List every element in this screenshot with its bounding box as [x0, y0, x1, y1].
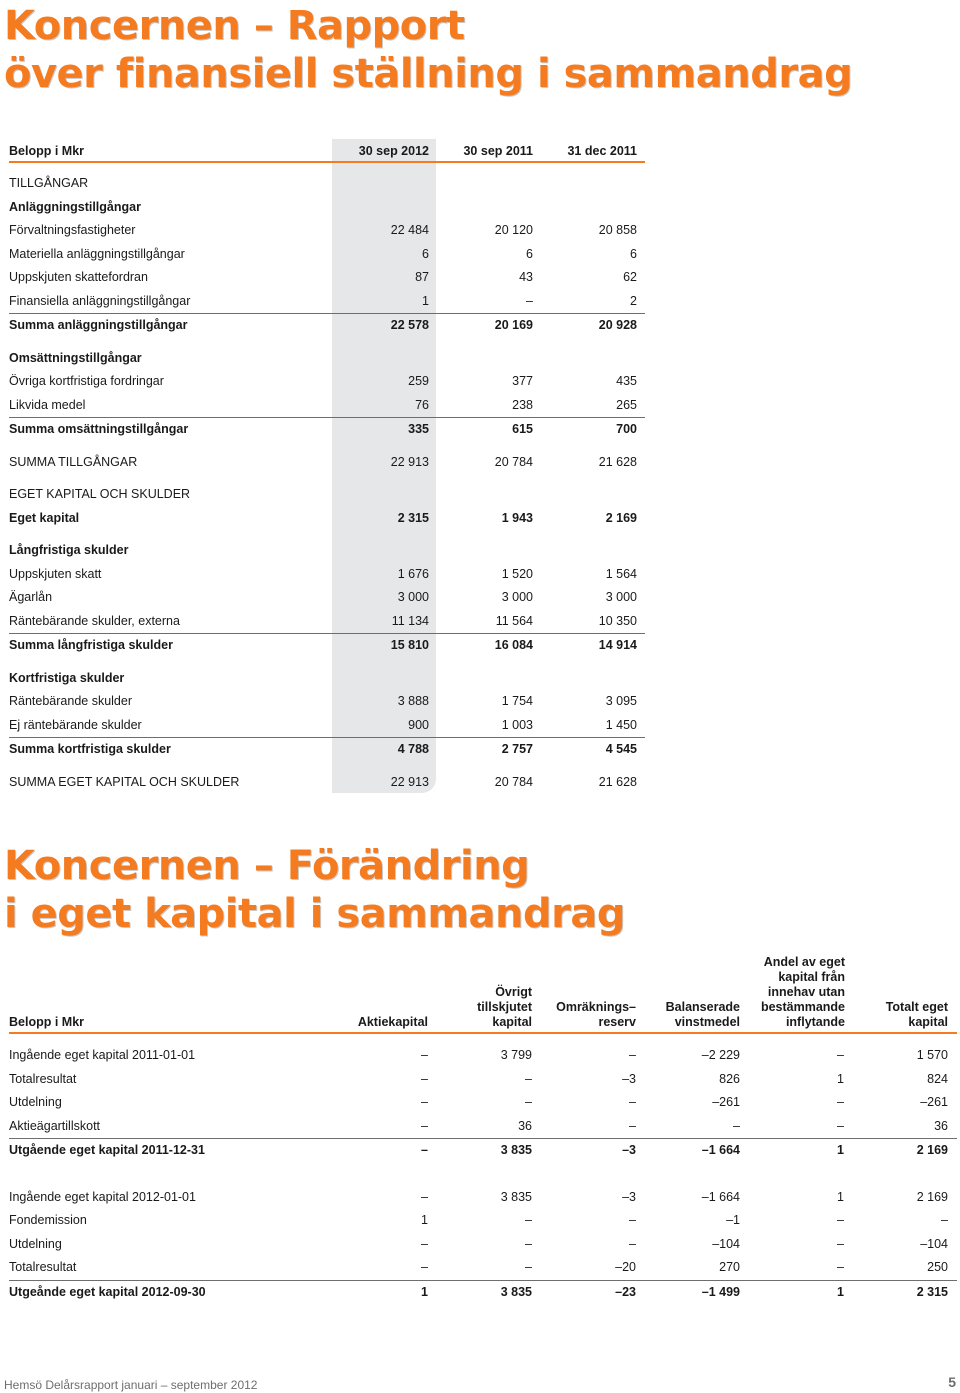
row-label: Finansiella anläggningstillgångar — [9, 293, 191, 308]
cell-value: – — [525, 1213, 532, 1227]
cell-value: –104 — [920, 1236, 948, 1251]
table-row — [9, 1044, 957, 1068]
cell-value: 1 — [837, 1143, 844, 1157]
cell-value: – — [421, 1118, 428, 1133]
cell-value: – — [421, 1095, 428, 1109]
cell-value: 14 914 — [598, 638, 637, 652]
cell-value: –2 229 — [701, 1048, 740, 1062]
cell-value: –1 — [726, 1213, 740, 1227]
table-row — [9, 563, 645, 587]
cell-value: –23 — [615, 1284, 636, 1299]
cell-value: – — [629, 1118, 636, 1133]
cell-value: – — [837, 1048, 844, 1062]
page-number: 5 — [948, 1374, 956, 1390]
cell-value: 21 628 — [598, 454, 637, 469]
cell-value: – — [421, 1189, 428, 1204]
table-row — [9, 394, 645, 419]
table-row — [9, 586, 645, 610]
cell-value: 36 — [518, 1118, 532, 1133]
cell-value: 250 — [927, 1260, 948, 1274]
balance-sheet-title-line1: Koncernen – Rapport — [4, 3, 465, 49]
cell-value: 3 799 — [500, 1048, 532, 1062]
table-header — [9, 955, 957, 1034]
cell-value: 1 — [421, 1284, 428, 1299]
row-label: Summa anläggningstillgångar — [9, 318, 188, 332]
balance-sheet-table — [9, 139, 645, 794]
row-label: Omsättningstillgångar — [9, 350, 142, 365]
table-row — [9, 196, 645, 220]
cell-value: – — [525, 1260, 532, 1274]
cell-value: 3 000 — [397, 590, 429, 604]
cell-value: –3 — [622, 1071, 636, 1086]
cell-value: –1 664 — [701, 1189, 740, 1204]
cell-value: 259 — [408, 374, 429, 388]
row-label: Ingående eget kapital 2012-01-01 — [9, 1189, 196, 1204]
cell-value: – — [421, 1143, 428, 1157]
cell-value: –1 499 — [701, 1284, 740, 1299]
row-label: Räntebärande skulder — [9, 694, 132, 708]
cell-value: 3 835 — [500, 1284, 532, 1299]
cell-value: – — [837, 1118, 844, 1133]
header-label: Belopp i Mkr — [9, 144, 85, 158]
cell-value: 76 — [415, 397, 429, 412]
cell-value: – — [525, 1236, 532, 1251]
cell-value: – — [837, 1213, 844, 1227]
cell-value: –1 664 — [701, 1143, 740, 1157]
cell-value: 6 — [422, 246, 429, 261]
table-row — [9, 418, 645, 442]
cell-value: 3 000 — [501, 590, 533, 604]
table-row — [9, 1068, 957, 1092]
cell-value: 2 169 — [916, 1189, 948, 1204]
row-label: Uppskjuten skatt — [9, 566, 102, 581]
cell-value: 4 545 — [605, 742, 637, 756]
cell-value: – — [941, 1213, 948, 1227]
cell-value: 15 810 — [390, 638, 429, 652]
cell-value: 1 570 — [916, 1048, 948, 1062]
cell-value: 22 578 — [390, 318, 429, 332]
row-label: Materiella anläggningstillgångar — [9, 246, 185, 261]
cell-value: –20 — [615, 1260, 636, 1274]
cell-value: 3 835 — [500, 1189, 532, 1204]
cell-value: 1 003 — [501, 717, 533, 732]
row-label: Övriga kortfristiga fordringar — [9, 374, 164, 388]
table-row — [9, 314, 645, 338]
table-row — [9, 738, 645, 762]
cell-value: 87 — [415, 270, 429, 284]
cell-value: – — [421, 1260, 428, 1274]
table-row — [9, 1115, 957, 1140]
cell-value: – — [421, 1048, 428, 1062]
row-label: SUMMA TILLGÅNGAR — [9, 454, 138, 469]
cell-value: 1 — [837, 1189, 844, 1204]
row-label: Eget kapital — [9, 510, 80, 525]
cell-value: 3 095 — [605, 694, 637, 708]
row-label: Utdelning — [9, 1236, 62, 1251]
cell-value: 1 450 — [605, 717, 637, 732]
cell-value: 1 564 — [605, 566, 637, 581]
cell-value: – — [837, 1236, 844, 1251]
table-body — [9, 172, 645, 794]
row-label: Kortfristiga skulder — [9, 670, 125, 685]
table-row — [9, 667, 645, 691]
cell-value: 270 — [719, 1260, 740, 1274]
cell-value: 11 564 — [495, 613, 533, 628]
cell-value: 238 — [512, 397, 533, 412]
equity-table — [9, 955, 957, 1304]
header-col: Övrigt tillskjutet kapital — [477, 985, 532, 1029]
cell-value: – — [421, 1236, 428, 1251]
table-row — [9, 483, 645, 507]
header-col: 30 sep 2011 — [463, 144, 533, 158]
cell-value: –261 — [920, 1095, 948, 1109]
row-label: Uppskjuten skattefordran — [9, 270, 148, 284]
header-col: Totalt eget kapital — [885, 1000, 948, 1029]
cell-value: 2 315 — [397, 510, 429, 525]
cell-value: –104 — [712, 1236, 740, 1251]
table-header — [9, 139, 645, 163]
cell-value: 377 — [512, 374, 533, 388]
table-row — [9, 1139, 957, 1163]
cell-value: 2 169 — [605, 510, 637, 525]
cell-value: 2 169 — [916, 1143, 948, 1157]
cell-value: 21 628 — [598, 774, 637, 789]
cell-value: 1 — [421, 1213, 428, 1227]
row-label: Fondemission — [9, 1213, 87, 1227]
cell-value: 1 520 — [501, 566, 533, 581]
cell-value: 36 — [934, 1118, 948, 1133]
table-row — [9, 347, 645, 371]
row-label: SUMMA EGET KAPITAL OCH SKULDER — [9, 774, 240, 789]
cell-value: 10 350 — [598, 613, 637, 628]
cell-value: 43 — [519, 270, 533, 284]
row-label: Ingående eget kapital 2011-01-01 — [9, 1048, 196, 1062]
cell-value: –3 — [622, 1189, 636, 1204]
cell-value: – — [837, 1260, 844, 1274]
cell-value: 16 084 — [494, 638, 533, 652]
row-label: Summa kortfristiga skulder — [9, 742, 171, 756]
cell-value: 1 — [422, 293, 429, 308]
cell-value: 824 — [927, 1071, 948, 1086]
row-label: Totalresultat — [9, 1071, 77, 1086]
cell-value: 62 — [623, 270, 637, 284]
cell-value: 20 784 — [494, 774, 533, 789]
equity-title-line2: i eget kapital i sammandrag — [4, 891, 626, 937]
cell-value: 1 — [837, 1284, 844, 1299]
cell-value: 1 — [837, 1071, 844, 1086]
table-row — [9, 1233, 957, 1257]
table-row — [9, 1256, 957, 1281]
cell-value: – — [629, 1213, 636, 1227]
cell-value: 22 913 — [390, 774, 429, 789]
cell-value: – — [525, 1071, 532, 1086]
cell-value: 265 — [616, 397, 637, 412]
cell-value: – — [525, 1095, 532, 1109]
row-label: Utgeånde eget kapital 2012-09-30 — [9, 1284, 206, 1299]
cell-value: –261 — [712, 1095, 740, 1109]
cell-value: 20 928 — [598, 318, 637, 332]
header-label: Belopp i Mkr — [9, 1015, 85, 1029]
table-row — [9, 690, 645, 714]
footer-text: Hemsö Delårsrapport januari – september 2012 — [4, 1378, 258, 1392]
cell-value: – — [733, 1118, 740, 1133]
cell-value: 2 — [630, 293, 637, 308]
row-label: Förvaltningsfastigheter — [9, 223, 136, 237]
equity-title-line1: Koncernen – Förändring — [4, 843, 530, 889]
row-label: Ej räntebärande skulder — [9, 717, 142, 732]
cell-value: 1 676 — [397, 566, 429, 581]
header-col: Omräknings– reserv — [556, 1000, 636, 1029]
row-label: Utgående eget kapital 2011-12-31 — [9, 1143, 205, 1157]
cell-value: 22 913 — [390, 454, 429, 469]
table-row — [9, 507, 645, 531]
table-row — [9, 1209, 957, 1233]
row-label: Aktieägartillskott — [9, 1118, 101, 1133]
row-label: Anläggningstillgångar — [9, 199, 141, 214]
header-col: Balanserade vinstmedel — [665, 1000, 740, 1029]
cell-value: 1 754 — [501, 694, 533, 708]
cell-value: – — [629, 1095, 636, 1109]
cell-value: 20 120 — [494, 223, 533, 237]
table-row — [9, 266, 645, 290]
header-col: 30 sep 2012 — [358, 144, 429, 158]
cell-value: – — [837, 1095, 844, 1109]
table-row — [9, 451, 645, 475]
cell-value: 3 835 — [500, 1143, 532, 1157]
row-label: Utdelning — [9, 1095, 62, 1109]
cell-value: 2 757 — [501, 742, 533, 756]
row-label: TILLGÅNGAR — [9, 176, 89, 190]
cell-value: 335 — [408, 422, 429, 436]
table-row — [9, 219, 645, 243]
cell-value: 2 315 — [916, 1284, 948, 1299]
cell-value: 20 169 — [494, 318, 533, 332]
cell-value: 1 943 — [501, 510, 533, 525]
row-label: Räntebärande skulder, externa — [9, 613, 180, 628]
header-col: Andel av eget kapital från innehav utan bestämmande inflytande — [760, 955, 845, 1029]
cell-value: – — [629, 1236, 636, 1251]
cell-value: 20 784 — [494, 454, 533, 469]
header-col: 31 dec 2011 — [567, 144, 637, 158]
balance-sheet-title-line2: över finansiell ställning i sammandrag — [4, 51, 853, 97]
table-row — [9, 634, 645, 658]
cell-value: 826 — [719, 1071, 740, 1086]
table-row — [9, 172, 645, 196]
table-row — [9, 243, 645, 267]
cell-value: 20 858 — [598, 223, 637, 237]
table-body — [9, 1044, 957, 1304]
cell-value: 3 888 — [397, 694, 429, 708]
cell-value: –3 — [622, 1143, 636, 1157]
row-label: Summa omsättningstillgångar — [9, 422, 189, 436]
header-col: Aktiekapital — [357, 1015, 428, 1029]
table-row — [9, 1186, 957, 1210]
balance-sheet-title — [4, 2, 852, 98]
cell-value: 900 — [408, 717, 429, 732]
table-row — [9, 714, 645, 739]
cell-value: 700 — [616, 422, 637, 436]
table-row — [9, 290, 645, 315]
cell-value: – — [526, 293, 533, 308]
cell-value: 22 484 — [390, 223, 429, 237]
cell-value: 4 788 — [397, 742, 429, 756]
cell-value: – — [629, 1048, 636, 1062]
cell-value: 6 — [526, 246, 533, 261]
cell-value: 11 134 — [391, 613, 429, 628]
table-row — [9, 1281, 957, 1305]
row-label: Totalresultat — [9, 1260, 77, 1274]
table-row — [9, 539, 645, 563]
table-row — [9, 771, 645, 795]
row-label: Ägarlån — [9, 590, 53, 604]
cell-value: – — [421, 1071, 428, 1086]
row-label: Summa långfristiga skulder — [9, 638, 173, 652]
table-row — [9, 610, 645, 635]
cell-value: 435 — [616, 374, 637, 388]
row-label: Likvida medel — [9, 397, 86, 412]
table-row — [9, 1091, 957, 1115]
row-label: Långfristiga skulder — [9, 543, 129, 557]
cell-value: 3 000 — [605, 590, 637, 604]
row-label: EGET KAPITAL OCH SKULDER — [9, 487, 191, 501]
cell-value: 6 — [630, 246, 637, 261]
equity-title — [4, 842, 625, 938]
cell-value: 615 — [512, 422, 533, 436]
table-row — [9, 370, 645, 394]
